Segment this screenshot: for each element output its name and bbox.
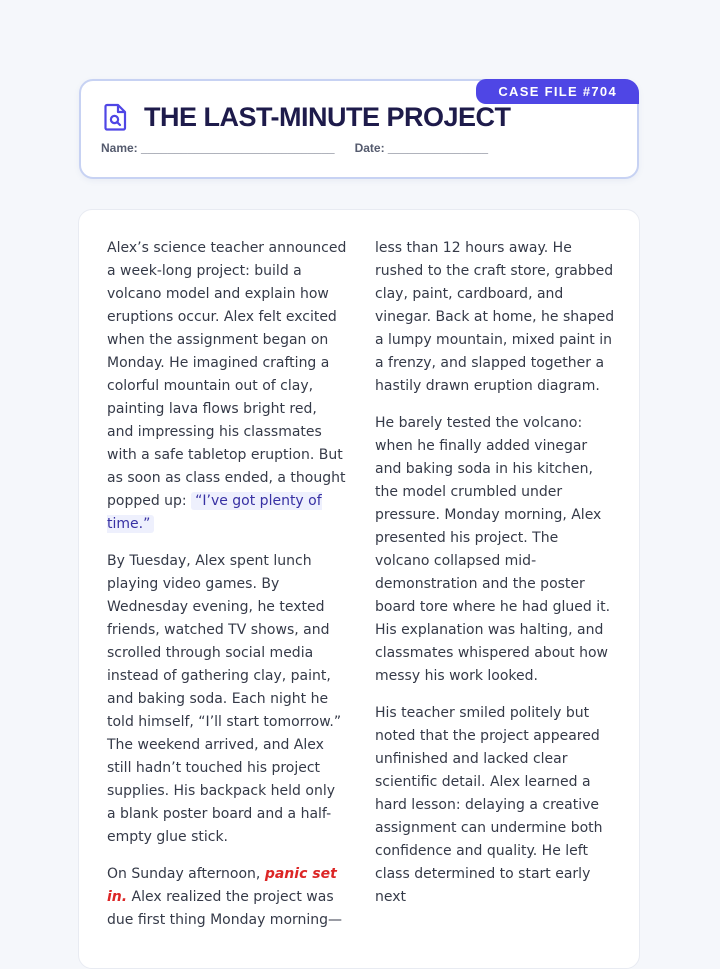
panic-emphasis: panic set in. <box>107 866 337 905</box>
story-paragraph-1 <box>107 237 347 536</box>
page-title: THE LAST-MINUTE PROJECT <box>144 102 511 132</box>
paragraph-3-lead: On Sunday afternoon, <box>107 866 265 882</box>
story-paragraph-2: By Tuesday, Alex spent lunch playing video games. By Wednesday evening, he texted friends, watched TV shows, and scrolled through social media instead of gathering clay, paint, and baking soda. Each night he told himself, “I’ll start tomorrow.” The weekend arrived, and Alex still hadn’t touched his project supplies. His backpack held only a blank poster board and a half-empty glue stick. <box>107 553 342 845</box>
story-paragraph-4: He barely tested the volcano: when he finally added vinegar and baking soda in his kitchen, the model crumbled under pressure. Monday morning, Alex presented his project. The volcano collapsed mid-demonstration and the poster board tore where he had glued it. His explanation was halting, and classmates whispered about how messy his work looked. <box>375 415 611 684</box>
highlighted-quote: “I’ve got plenty of time.” <box>107 493 322 532</box>
paragraph-3-rest: Alex realized the project was due first thing Monday morning—less than 12 hours away. He rushed to the craft store, grabbed clay, paint, cardboard, and vinegar. Back at home, he shaped a lumpy mountain, mixed paint in a frenzy, and slapped together a hastily drawn eruption diagram. <box>107 240 615 928</box>
paragraph-1-text: Alex’s science teacher announced a week-long project: build a volcano model and explain how eruptions occur. Alex felt excited when the assignment began on Monday. He imagined crafting a colorful mountain out of clay, painting lava flows bright red, and impressing his classmates with a safe tabletop eruption. But as soon as class ended, a thought popped up: <box>107 240 347 509</box>
case-file-badge: CASE FILE #704 <box>476 79 639 104</box>
document-search-icon <box>103 103 129 131</box>
story-columns <box>107 237 615 937</box>
name-field[interactable]: Name: _____________________________ <box>101 141 335 155</box>
case-header <box>79 79 639 179</box>
meta-row <box>101 141 488 155</box>
story-paragraph-5: His teacher smiled politely but noted that the project appeared unfinished and lacked clear scientific detail. Alex learned a hard lesson: delaying a creative assignment can undermine both confidence and quality. He left class determined to start early next <box>375 705 603 905</box>
story-card <box>78 209 640 969</box>
date-field[interactable]: Date: _______________ <box>354 141 489 155</box>
